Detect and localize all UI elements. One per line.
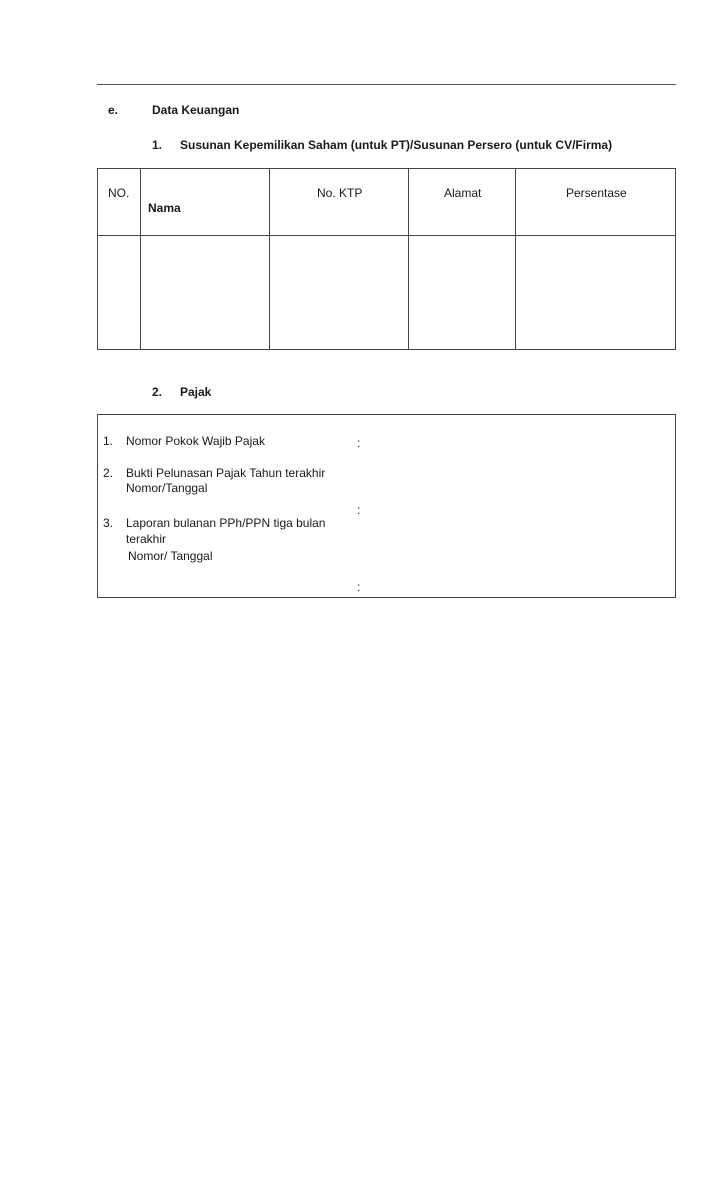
tax-title: Pajak: [180, 385, 212, 399]
header-persentase: Persentase: [566, 186, 627, 200]
tax-item-colon: :: [357, 580, 361, 594]
tax-item-colon: :: [357, 503, 361, 517]
tax-number: 2.: [152, 385, 163, 399]
column-divider: [515, 169, 516, 349]
tax-item-number: 1.: [103, 434, 114, 448]
header-alamat: Alamat: [444, 186, 482, 200]
tax-item-label-continued: terakhir: [126, 532, 167, 546]
tax-item-sublabel: Nomor/Tanggal: [126, 481, 208, 495]
tax-item-number: 3.: [103, 516, 114, 530]
header-nama: Nama: [148, 201, 181, 215]
table-header-separator: [98, 235, 675, 236]
top-rule: [97, 84, 676, 85]
tax-item-label: Laporan bulanan PPh/PPN tiga bulan: [126, 516, 326, 530]
tax-item-label: Nomor Pokok Wajib Pajak: [126, 434, 265, 448]
section-letter: e.: [108, 103, 119, 117]
tax-item-colon: :: [357, 436, 361, 450]
ownership-title: Susunan Kepemilikan Saham (untuk PT)/Susunan Persero (untuk CV/Firma): [180, 138, 613, 152]
tax-box: [97, 414, 676, 598]
header-ktp: No. KTP: [317, 186, 363, 200]
tax-item-number: 2.: [103, 466, 114, 480]
tax-item-sublabel: Nomor/ Tanggal: [128, 549, 213, 563]
column-divider: [408, 169, 409, 349]
ownership-number: 1.: [152, 138, 163, 152]
ownership-table: [97, 168, 676, 350]
tax-item-label: Bukti Pelunasan Pajak Tahun terakhir: [126, 466, 326, 480]
column-divider: [269, 169, 270, 349]
section-title: Data Keuangan: [152, 103, 240, 117]
header-no: NO.: [108, 186, 130, 200]
column-divider: [140, 169, 141, 349]
